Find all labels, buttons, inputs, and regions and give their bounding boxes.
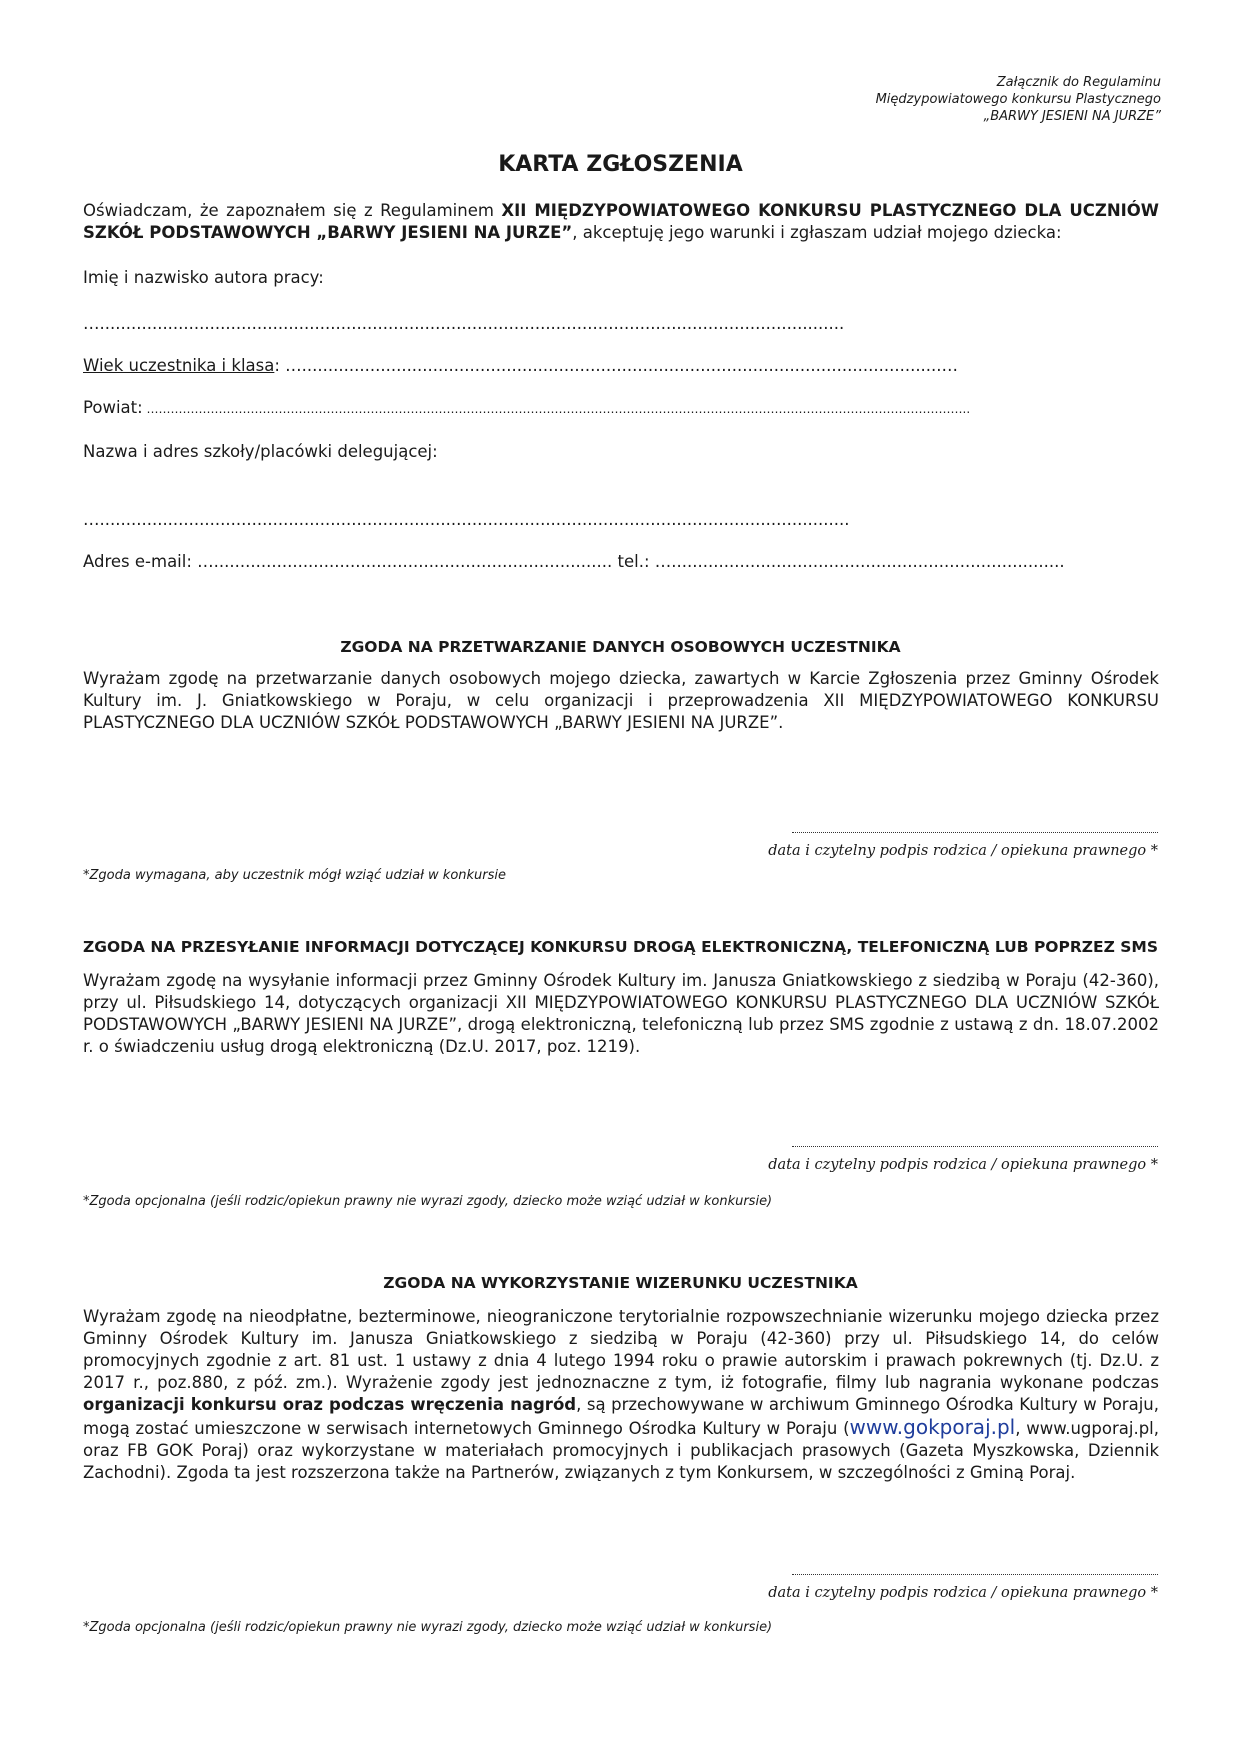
- age-class-row: [83, 356, 1159, 375]
- signature-line-2[interactable]: [792, 1146, 1158, 1147]
- annex-note: [741, 74, 1161, 125]
- author-name-field[interactable]: …..............................................................................................................................................: [83, 314, 845, 333]
- contact-row: [83, 552, 1159, 571]
- age-class-colon: :: [274, 356, 280, 375]
- author-name-label: Imię i nazwisko autora pracy:: [83, 268, 324, 287]
- signature-caption-3: data i czytelny podpis rodzica / opiekuna prawnego *: [768, 1585, 1158, 1601]
- section-text-image-use: [83, 1306, 1159, 1484]
- section-heading-electronic-info: ZGODA NA PRZESYŁANIE INFORMACJI DOTYCZĄCEJ KONKURSU DROGĄ ELEKTRONICZNĄ, TELEFONICZNĄ LUB POPRZEZ SMS: [82, 938, 1158, 956]
- school-field[interactable]: …...............................................................................................................................................: [83, 510, 850, 529]
- email-label: Adres e-mail:: [83, 552, 192, 571]
- intro-text-bold: XII MIĘDZYPOWIATOWEGO KONKURSU PLASTYCZNEGO DLA UCZNIÓW SZKÓŁ PODSTAWOWYCH „BARWY JESIENI NA JURZE”: [83, 201, 1159, 242]
- school-label: Nazwa i adres szkoły/placówki delegującej:: [83, 442, 438, 461]
- image-use-text-c: , www.ugporaj.pl, oraz FB GOK Poraj) oraz wykorzystane w materiałach promocyjnych i publikacjach prasowych (Gazeta Myszkowska, Dziennik Zachodni). Zgoda ta jest rozszerzona także na Partnerów, związanych z tym Konkursem, w szczególności z Gminą Poraj.: [83, 1419, 1159, 1482]
- image-use-text-a: Wyrażam zgodę na nieodpłatne, bezterminowe, nieograniczone terytorialnie rozpowszechnianie wizerunku mojego dziecka przez Gminny Ośrodek Kultury im. Janusza Gniatkowskiego z siedzibą w Poraju (42-360) przy ul. Piłsudskiego 14, do celów promocyjnych zgodnie z art. 81 ust. 1 ustawy z dnia 4 lutego 1994 roku o prawie autorskim i prawach pokrewnych (tj. Dz.U. z 2017 r., poz.880, z póź. zm.). Wyrażenie zgody jest jednoznaczne z tym, iż fotografie, filmy lub nagrania wykonane podczas: [83, 1307, 1159, 1392]
- signature-line-3[interactable]: [792, 1574, 1158, 1575]
- consent-note-2: *Zgoda opcjonalna (jeśli rodzic/opiekun prawny nie wyrazi zgody, dziecko może wziąć udział w konkursie): [83, 1194, 773, 1209]
- section-text-electronic-info: Wyrażam zgodę na wysyłanie informacji przez Gminny Ośrodek Kultury im. Janusza Gniatkowskiego z siedzibą w Poraju (42-360), przy ul. Piłsudskiego 14, dotyczących organizacji XII MIĘDZYPOWIATOWEGO KONKURSU PLASTYCZNEGO DLA UCZNIÓW SZKÓŁ PODSTAWOWYCH „BARWY JESIENI NA JURZE”, drogą elektroniczną, telefoniczną lub przez SMS zgodnie z ustawą z dn. 18.07.2002 r. o świadczeniu usług drogą elektroniczną (Dz.U. 2017, poz. 1219).: [83, 971, 1159, 1056]
- intro-text-before: Oświadczam, że zapoznałem się z Regulaminem: [83, 201, 502, 220]
- county-field[interactable]: ……………………………………………………………………………………………………………………………………………………………………………………..: [142, 402, 971, 416]
- signature-caption-2: data i czytelny podpis rodzica / opiekuna prawnego *: [768, 1157, 1158, 1173]
- intro-text-after: , akceptuję jego warunki i zgłaszam udział mojego dziecka:: [572, 223, 1062, 242]
- signature-line-1[interactable]: [792, 832, 1158, 833]
- section-text-data-processing: Wyrażam zgodę na przetwarzanie danych osobowych mojego dziecka, zawartych w Karcie Zgłoszenia przez Gminny Ośrodek Kultury im. J. Gniatkowskiego w Poraju, w celu organizacji i przeprowadzenia XII MIĘDZYPOWIATOWEGO KONKURSU PLASTYCZNEGO DLA UCZNIÓW SZKÓŁ PODSTAWOWYCH „BARWY JESIENI NA JURZE”.: [83, 669, 1159, 732]
- image-use-text-bold: organizacji konkursu oraz podczas wręczenia nagród: [83, 1395, 577, 1414]
- intro-statement: [83, 200, 1159, 244]
- consent-note-3: *Zgoda opcjonalna (jeśli rodzic/opiekun prawny nie wyrazi zgody, dziecko może wziąć udział w konkursie): [83, 1620, 773, 1635]
- annex-line-2: Międzypowiatowego konkursu Plastycznego: [875, 92, 1161, 107]
- section-heading-image-use: ZGODA NA WYKORZYSTANIE WIZERUNKU UCZESTNIKA: [383, 1274, 858, 1292]
- email-field[interactable]: …............................................................................: [191, 552, 618, 571]
- annex-line-3: „BARWY JESIENI NA JURZE”: [983, 109, 1161, 124]
- page-title: KARTA ZGŁOSZENIA: [498, 152, 743, 177]
- consent-note-1: *Zgoda wymagana, aby uczestnik mógł wziąć udział w konkursie: [83, 868, 507, 883]
- image-use-text-b: , są przechowywane w archiwum Gminnego Ośrodka Kultury w Poraju, mogą zostać umieszczone w serwisach internetowych Gminnego Ośrodka Kultury w Poraju (: [83, 1395, 1159, 1438]
- annex-line-1: Załącznik do Regulaminu: [996, 75, 1161, 90]
- phone-field[interactable]: …...........................................................................: [649, 552, 1065, 571]
- section-heading-data-processing: ZGODA NA PRZETWARZANIE DANYCH OSOBOWYCH UCZESTNIKA: [340, 638, 901, 656]
- age-class-label: Wiek uczestnika i klasa: [83, 356, 275, 375]
- county-label: Powiat:: [83, 398, 143, 417]
- signature-caption-1: data i czytelny podpis rodzica / opiekuna prawnego *: [768, 843, 1158, 859]
- age-class-field[interactable]: …..........................................................................................................................…: [279, 356, 959, 375]
- phone-label: tel.:: [617, 552, 650, 571]
- county-row: [83, 398, 1159, 417]
- gok-website-link[interactable]: www.gokporaj.pl: [849, 1415, 1016, 1439]
